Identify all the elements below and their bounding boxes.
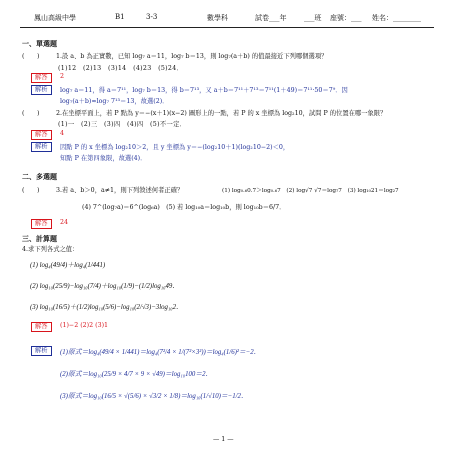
q2-answer: 4	[60, 130, 65, 137]
subject: 數學科	[207, 14, 228, 22]
q2-explain-label: 解析	[31, 142, 52, 152]
course-code: B1	[115, 13, 125, 21]
q4-part1: (1) log₄(49/4)＋log₄(1/441)	[30, 262, 106, 269]
section-one-title: 一、單選題	[22, 39, 57, 48]
q3-paren: ( )	[22, 187, 40, 194]
q2-options: (1)一 (2)三 (3)四 (4)四 (5)不一定．	[58, 121, 187, 128]
q3-options-line2: (4) 7^(log₇a)＝6^(log₆a) (5) 若 log₁₀a＝log₁₀b，則 log₁₀b＝6/7．	[82, 204, 286, 211]
q4-solution1: (1)原式＝log₄(49/4 × 1/441)＝log₄(7²/4 × 1/(7²×3²))＝log₄(1/6)²＝−2．	[60, 349, 261, 356]
q1-explain-line2: log₇(a＋b)≈log₇ 7¹³＝13，故選(2)．	[60, 98, 169, 105]
q1-answer-label: 解答	[31, 73, 52, 83]
q2-stem: 2.在坐標平面上，若 P 點為 y＝−(x＋1)(x−2) 圖形上的一點，若 P 的 x 坐標為 log₂10，試問 P 的位置在哪一象限？	[56, 110, 387, 117]
section-three-title: 三、計算題	[22, 234, 57, 243]
q1-stem: 1.設 a、b 為正實數，已知 log₇ a＝11，log₇ b＝13，則 log₇(a＋b) 的值最接近下列哪個選項？	[56, 53, 328, 60]
q3-answer: 24	[60, 219, 69, 226]
q4-stem: 4.求下列各式之值：	[22, 246, 79, 253]
school-name: 鳳山高級中學	[34, 14, 76, 22]
header-rule	[20, 27, 434, 28]
page-number: — 1 —	[213, 436, 234, 443]
q4-answer: (1)−2 (2)2 (3)1	[60, 322, 109, 329]
q1-paren: ( )	[22, 53, 40, 60]
q2-paren: ( )	[22, 110, 40, 117]
q3-answer-label: 解答	[31, 219, 52, 229]
q1-explain-line1: log₇ a＝11，得 a＝7¹¹，log₇ b＝13，得 b＝7¹³，又 a＋b＝7¹¹＋7¹³＝7¹¹(1＋49)＝7¹¹·50＝7⁹．因	[60, 87, 348, 94]
q4-part3: (3) log₁₀(16/5)＋(1/2)log₁₀(5/6)−log₁₀(2/√3)−3log₁₀2．	[30, 304, 183, 311]
section-two-title: 二、多選題	[22, 172, 57, 181]
q4-answer-label: 解答	[31, 322, 52, 332]
seat-field: 座號：___	[330, 14, 362, 22]
q1-options: (1)12 (2)13 (3)14 (4)23 (5)24．	[58, 65, 184, 72]
paper-year: 試卷___年	[255, 14, 287, 22]
q4-solution2: (2)原式＝log₁₀(25/9 × 4/7 × 9 × √49)＝log₁₀100＝2．	[60, 371, 213, 378]
class-field: ___班	[304, 14, 322, 22]
q4-explain-label: 解析	[31, 346, 52, 356]
unit-number: 3-3	[146, 13, 158, 21]
q2-explain-line1: 因點 P 的 x 坐標為 log₂10＞2，且 y 坐標為 y＝−(log₂10＋1)(log₂10−2)＜0，	[60, 144, 290, 151]
q2-explain-line2: 知點 P 在第四象限，故選(4)．	[60, 155, 147, 162]
q4-part2: (2) log₁₀(25/9)−log₁₀(7/4)＋log₁₀(1/9)−(1/2)log₁₀49．	[30, 283, 180, 290]
q1-answer: 2	[60, 73, 65, 80]
q4-solution3: (3)原式＝log₁₀(16/5 × √(5/6) × √3/2 × 1/8)＝log₁₀(1/√10)＝−1/2．	[60, 393, 248, 400]
q3-stem: 3.若 a、b＞0，a≠1，則下列敘述何者正確？	[56, 187, 184, 194]
q3-options-line1: (1) log₀.₆0.7＞log₀.₆7 (2) log√7 √7＝log₇7 (3) log₁₀21＝log₂7	[222, 188, 399, 194]
q1-explain-label: 解析	[31, 85, 52, 95]
name-field: 姓名：________	[372, 14, 421, 22]
q2-answer-label: 解答	[31, 130, 52, 140]
